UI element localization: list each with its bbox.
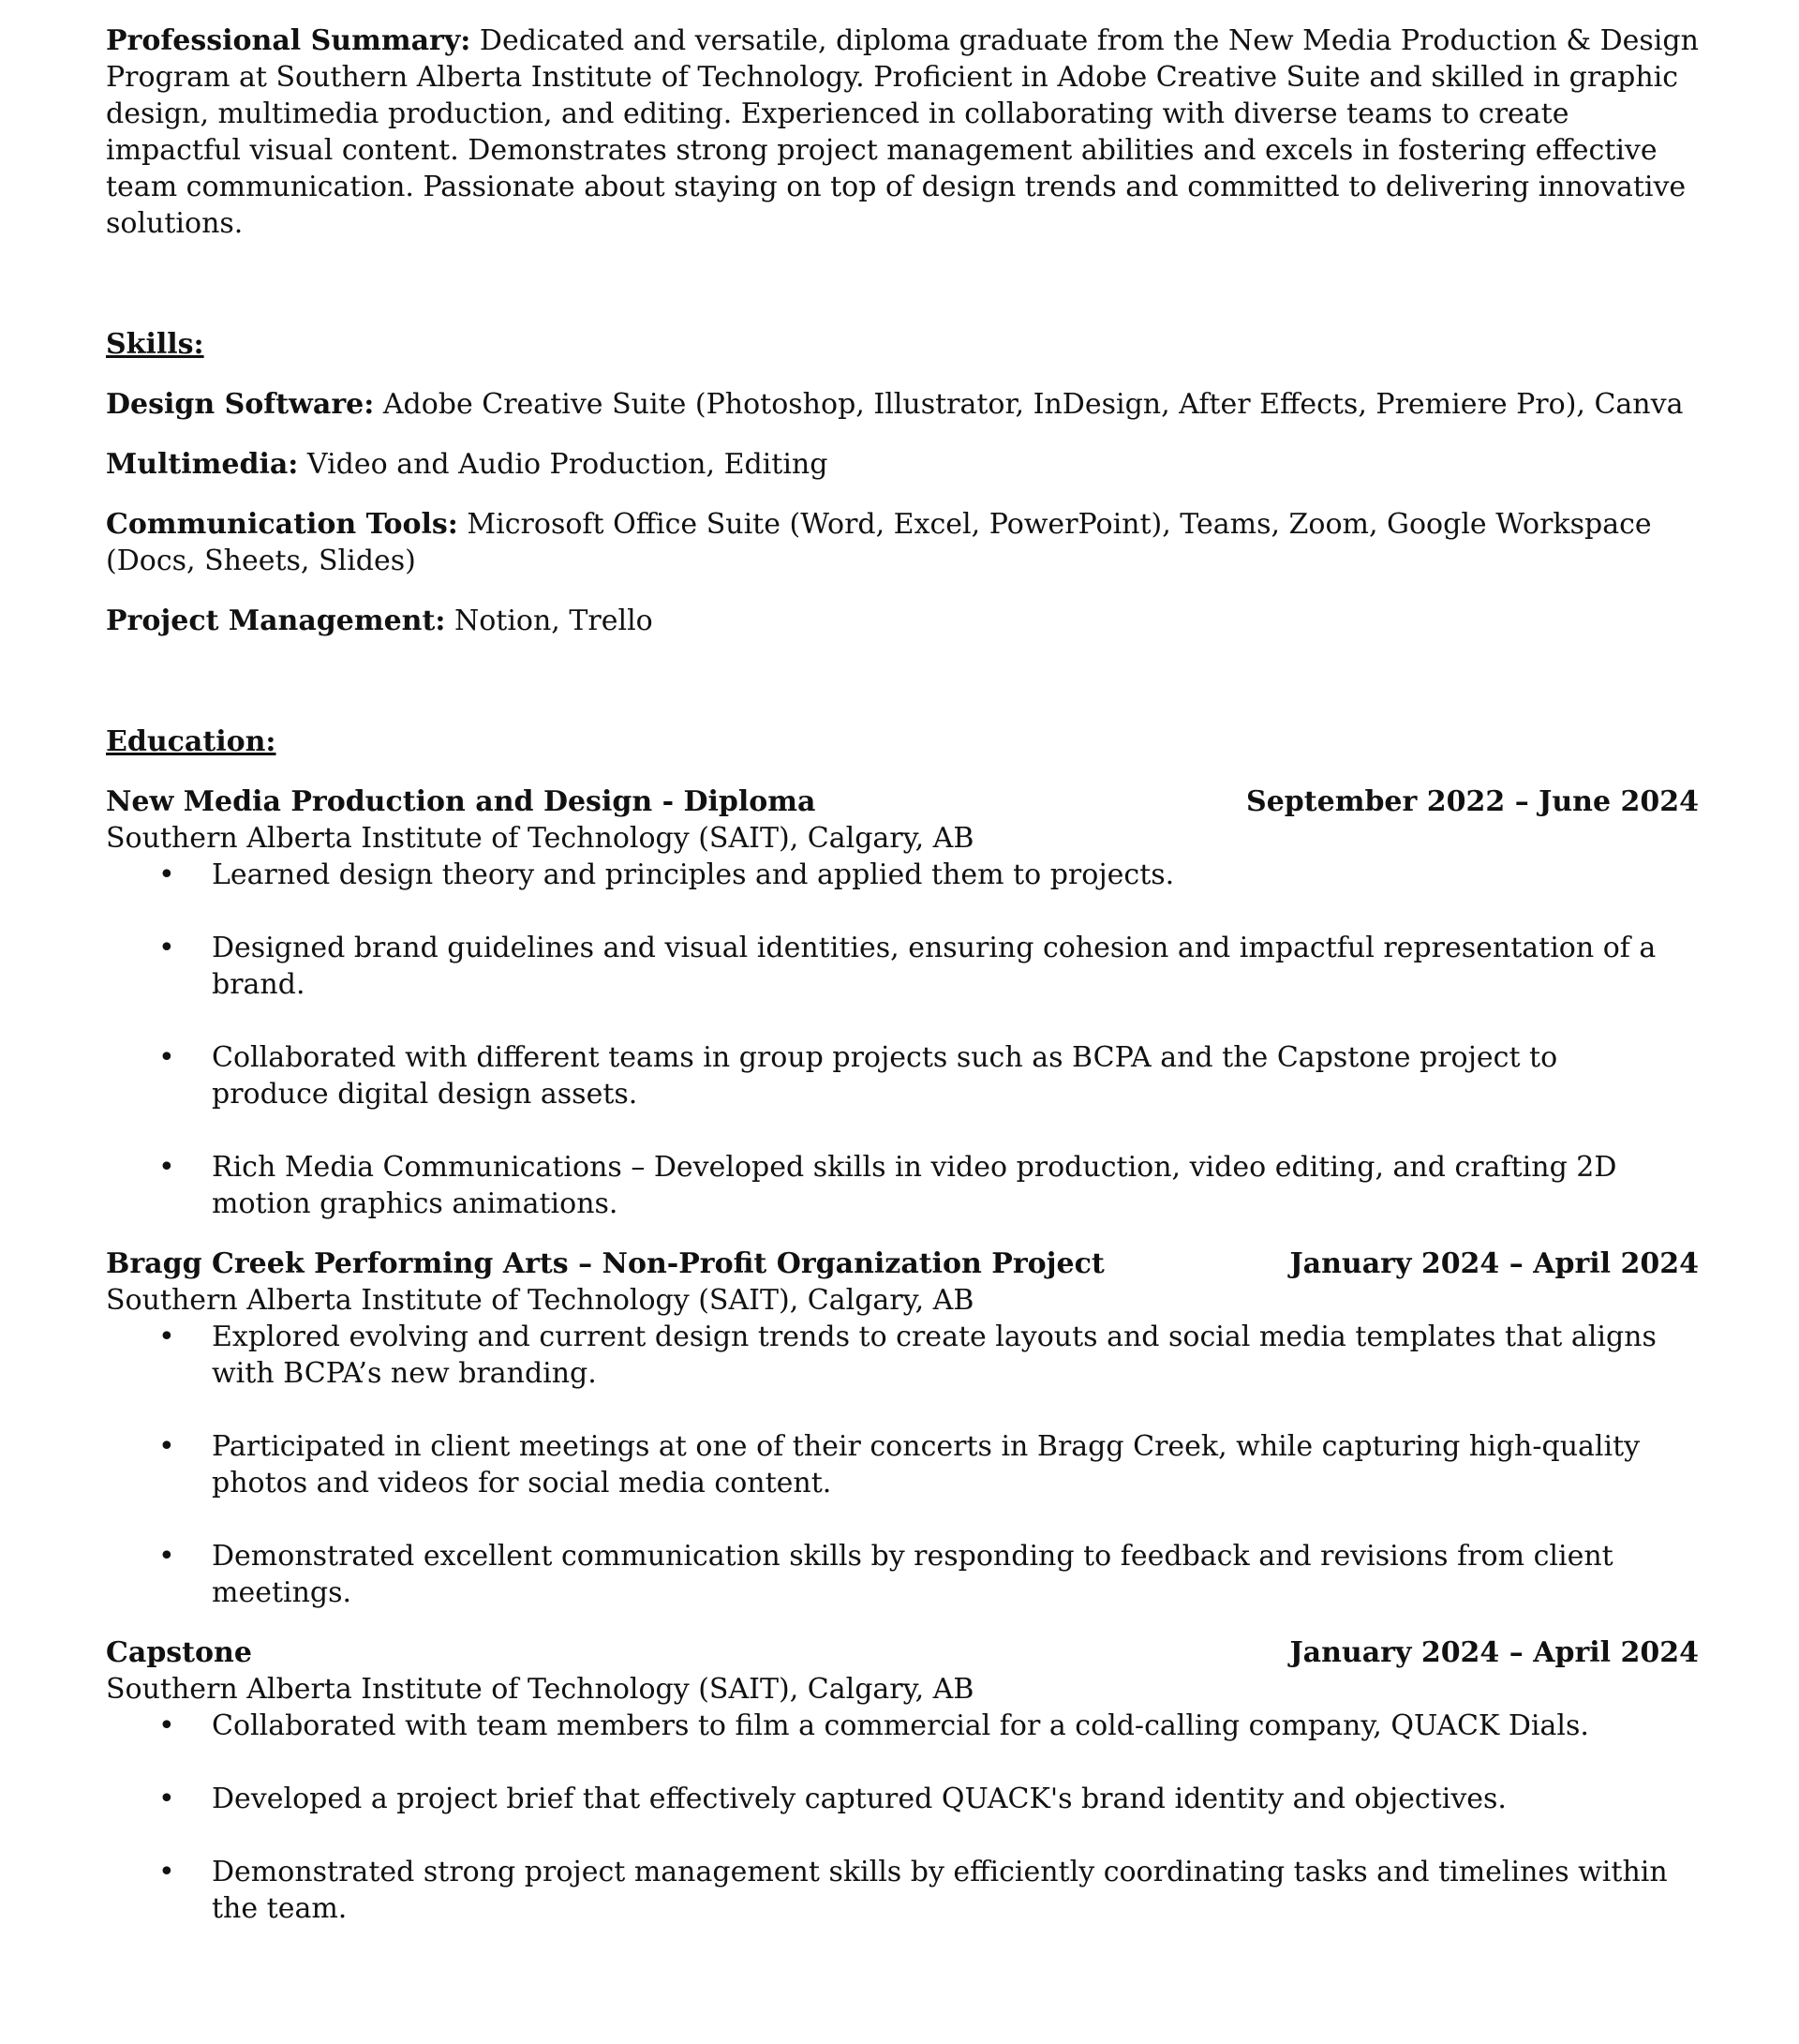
list-item: [106, 1039, 1627, 1112]
list-item: [106, 857, 1699, 893]
entry-header: [106, 1634, 1699, 1671]
professional-summary: [106, 22, 1699, 242]
list-item-text: Demonstrated excellent communication skills by responding to feedback and revisions from client meetings.: [212, 1540, 1613, 1609]
bullet-icon: •: [158, 1151, 175, 1184]
list-item-text: Designed brand guidelines and visual identities, ensuring cohesion and impactful representation of a brand.: [212, 932, 1657, 1001]
list-item: [106, 1781, 1699, 1817]
list-item: [106, 1854, 1699, 1927]
list-item-text: Participated in client meetings at one of their concerts in Bragg Creek, while capturing high-quality photos and videos for social media content.: [212, 1430, 1641, 1499]
entry-header: [106, 1246, 1699, 1282]
list-item: [106, 930, 1699, 1003]
skills-heading: Skills:: [106, 328, 204, 361]
list-item: [106, 1708, 1699, 1744]
list-item-text: Developed a project brief that effectively captured QUACK's brand identity and objectives.: [212, 1783, 1507, 1815]
bullet-icon: •: [158, 1320, 175, 1353]
entry-bullet-list: [106, 857, 1699, 1222]
summary-text: Dedicated and versatile, diploma graduate from the New Media Production & Design Program at Southern Alberta Institute of Technology. Proficient in Adobe Creative Suite and skilled in graphic design, multimedia production, and editing. Experienced in collaborating with diverse teams to create impactful visual content. Demonstrates strong project management abilities and excels in fostering effective team communication. Passionate about staying on top of design trends and committed to delivering innovative solutions.: [106, 24, 1699, 240]
entry-institution: Southern Alberta Institute of Technology (SAIT), Calgary, AB: [106, 1284, 974, 1317]
list-item: [106, 1428, 1699, 1501]
entry-institution: Southern Alberta Institute of Technology (SAIT), Calgary, AB: [106, 1673, 974, 1706]
education-section: [106, 724, 1699, 1927]
skill-label: Multimedia:: [106, 448, 299, 481]
skill-value: Notion, Trello: [445, 604, 653, 637]
entry-bullet-list: [106, 1319, 1699, 1611]
list-item-text: Explored evolving and current design trends to create layouts and social media templates that aligns with BCPA’s new branding.: [212, 1320, 1657, 1390]
skill-label: Project Management:: [106, 604, 446, 637]
entry-bullet-list: [106, 1708, 1699, 1927]
list-item-text: Demonstrated strong project management skills by efficiently coordinating tasks and timelines within the team.: [212, 1856, 1668, 1925]
bullet-icon: •: [158, 932, 175, 964]
bullet-icon: •: [158, 1709, 175, 1742]
list-item: [106, 1319, 1699, 1392]
list-item-text: Rich Media Communications – Developed skills in video production, video editing, and crafting 2D motion graphics animations.: [212, 1151, 1617, 1220]
summary-label: Professional Summary:: [106, 24, 471, 57]
list-item-text: Collaborated with different teams in group projects such as BCPA and the Capstone project to produce digital design assets.: [212, 1041, 1558, 1111]
skill-label: Design Software:: [106, 388, 375, 421]
skill-multimedia: [106, 446, 1699, 483]
skill-value: Video and Audio Production, Editing: [298, 448, 828, 481]
education-entry-capstone: [106, 1634, 1699, 1927]
skill-label: Communication Tools:: [106, 508, 458, 541]
list-item-text: Learned design theory and principles and applied them to projects.: [212, 858, 1175, 891]
entry-institution: Southern Alberta Institute of Technology (SAIT), Calgary, AB: [106, 822, 974, 855]
skill-communication-tools: [106, 506, 1699, 579]
entry-title: Bragg Creek Performing Arts – Non-Profit Organization Project: [106, 1247, 1105, 1280]
skill-design-software: [106, 386, 1699, 423]
bullet-icon: •: [158, 1041, 175, 1074]
skill-value: Adobe Creative Suite (Photoshop, Illustrator, InDesign, After Effects, Premiere Pro), Canva: [374, 388, 1684, 421]
list-item: [106, 1538, 1699, 1611]
entry-title: Capstone: [106, 1636, 252, 1669]
education-entry-bcpa: [106, 1246, 1699, 1611]
bullet-icon: •: [158, 1430, 175, 1463]
entry-header: [106, 783, 1699, 820]
education-entry-diploma: [106, 783, 1699, 1222]
skill-project-management: [106, 603, 1699, 639]
resume-content: [106, 22, 1699, 1927]
list-item: [106, 1149, 1627, 1222]
entry-dates: January 2024 – April 2024: [1289, 1247, 1699, 1280]
skills-section: [106, 326, 1699, 639]
entry-title: New Media Production and Design - Diploma: [106, 785, 816, 818]
skill-value: Microsoft Office Suite (Word, Excel, PowerPoint), Teams, Zoom, Google Workspace (Docs, Sheets, Slides): [106, 508, 1652, 577]
list-item-text: Collaborated with team members to film a commercial for a cold-calling company, QUACK Dials.: [212, 1709, 1589, 1742]
bullet-icon: •: [158, 1540, 175, 1573]
education-heading: Education:: [106, 725, 276, 758]
entry-dates: January 2024 – April 2024: [1289, 1636, 1699, 1669]
bullet-icon: •: [158, 858, 175, 891]
entry-dates: September 2022 – June 2024: [1246, 785, 1699, 818]
bullet-icon: •: [158, 1856, 175, 1888]
bullet-icon: •: [158, 1783, 175, 1815]
